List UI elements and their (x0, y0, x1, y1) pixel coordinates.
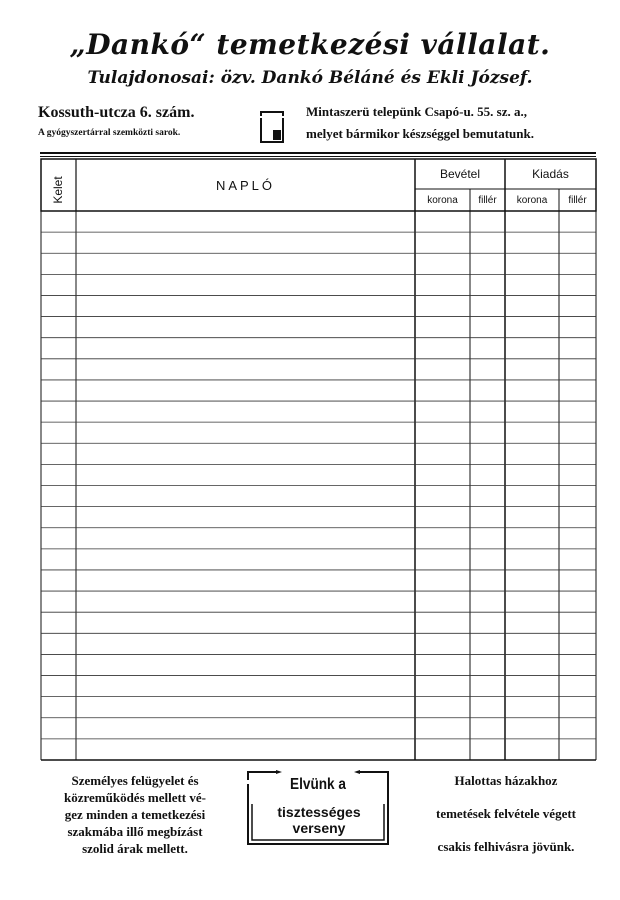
ledger-col-date-header: Kelet (51, 176, 65, 204)
expense-filler-header: fillér (568, 195, 587, 206)
company-title: „Dankó“ temetkezési vállalat. (69, 28, 551, 61)
expense-korona-header: korona (516, 195, 548, 206)
footer-left-line: Személyes felügyelet és (71, 773, 199, 788)
ledger-col-expense-header: Kiadás (532, 167, 569, 181)
footer-right-line-3: csakis felhivásra jövünk. (437, 839, 575, 854)
income-korona-header: korona (427, 195, 458, 206)
address: Kossuth-utcza 6. szám. (38, 104, 195, 121)
address-note: A gyógyszertárral szemközti sarok. (38, 128, 181, 138)
sample-yard: Mintaszerü telepünk Csapó-u. 55. sz. a., (306, 104, 528, 119)
sample-yard-note: melyet bármikor készséggel bemutatunk. (306, 126, 534, 141)
footer-left-line: szolid árak mellett. (82, 841, 188, 856)
footer-left-line: szakmába illő megbízást (67, 824, 203, 839)
ledger-col-journal-header: NAPLÓ (215, 178, 276, 193)
footer-right-line-1: Halottas házakhoz (454, 773, 558, 788)
footer-left-line: közreműködés mellett vé- (63, 790, 206, 805)
footer-right-line-2: temetések felvétele végett (435, 806, 577, 821)
motto-line-2: tisztességes verseny (277, 804, 361, 836)
motto-line-1: Elvünk a (290, 776, 346, 793)
ledger-col-income-header: Bevétel (439, 167, 481, 181)
footer-left-text (30, 772, 240, 857)
owners-line: Tulajdonosai: özv. Dankó Béláné és Ekli József. (87, 68, 533, 88)
footer-right-text (406, 772, 606, 871)
footer-left-line: gez minden a temetkezési (64, 807, 206, 822)
income-filler-header: fillér (478, 195, 497, 206)
